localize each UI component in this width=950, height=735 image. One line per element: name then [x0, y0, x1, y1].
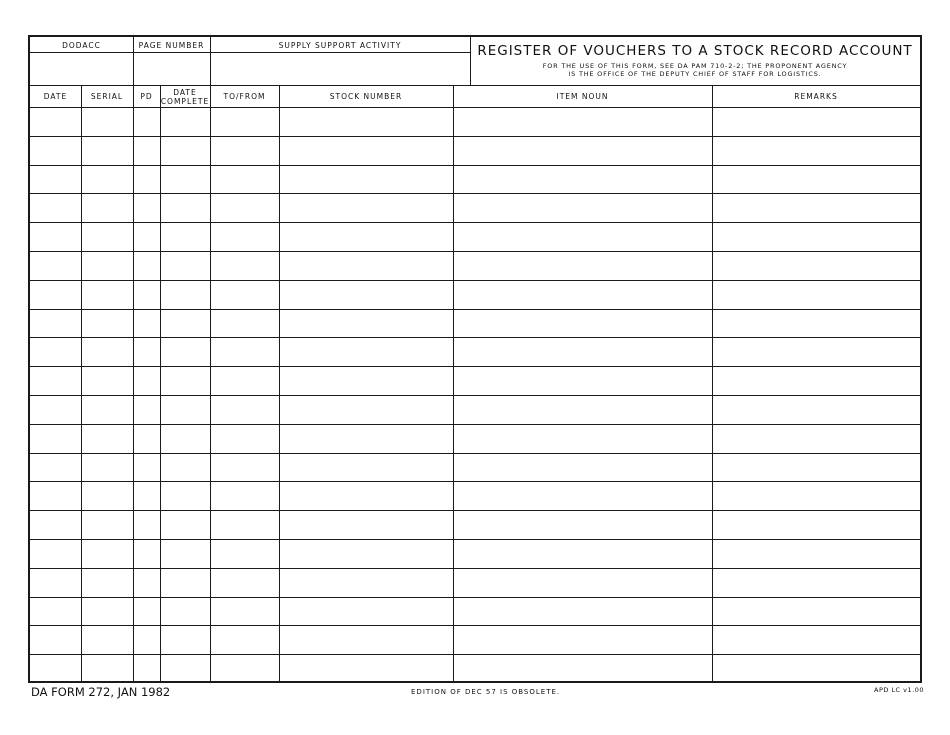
- item-noun-cell[interactable]: [453, 654, 712, 682]
- item-noun-cell[interactable]: [453, 597, 712, 625]
- pd-cell[interactable]: [133, 107, 160, 135]
- date-complete-cell[interactable]: [160, 366, 210, 394]
- remarks-cell[interactable]: [712, 337, 920, 365]
- remarks-cell[interactable]: [712, 654, 920, 682]
- serial-cell[interactable]: [81, 107, 133, 135]
- stock-number-cell[interactable]: [279, 625, 453, 653]
- item-noun-cell[interactable]: [453, 625, 712, 653]
- date-complete-cell[interactable]: [160, 597, 210, 625]
- date-cell[interactable]: [30, 107, 81, 135]
- pd-cell[interactable]: [133, 280, 160, 308]
- item-noun-cell[interactable]: [453, 337, 712, 365]
- serial-cell[interactable]: [81, 510, 133, 538]
- remarks-cell[interactable]: [712, 539, 920, 567]
- to-from-cell[interactable]: [210, 654, 279, 682]
- date-cell[interactable]: [30, 165, 81, 193]
- remarks-cell[interactable]: [712, 193, 920, 221]
- pd-cell[interactable]: [133, 136, 160, 164]
- item-noun-cell[interactable]: [453, 539, 712, 567]
- date-complete-cell[interactable]: [160, 251, 210, 279]
- serial-cell[interactable]: [81, 597, 133, 625]
- stock-number-cell[interactable]: [279, 395, 453, 423]
- to-from-cell[interactable]: [210, 280, 279, 308]
- item-noun-cell[interactable]: [453, 222, 712, 250]
- pd-cell[interactable]: [133, 568, 160, 596]
- pd-cell[interactable]: [133, 625, 160, 653]
- remarks-cell[interactable]: [712, 510, 920, 538]
- table-row: [30, 510, 920, 538]
- date-complete-cell[interactable]: [160, 337, 210, 365]
- pd-cell[interactable]: [133, 510, 160, 538]
- item-noun-cell[interactable]: [453, 395, 712, 423]
- stock-number-cell[interactable]: [279, 366, 453, 394]
- date-cell[interactable]: [30, 453, 81, 481]
- item-noun-cell[interactable]: [453, 510, 712, 538]
- serial-cell[interactable]: [81, 481, 133, 509]
- stock-number-cell[interactable]: [279, 165, 453, 193]
- remarks-cell[interactable]: [712, 395, 920, 423]
- serial-cell[interactable]: [81, 193, 133, 221]
- pd-cell[interactable]: [133, 165, 160, 193]
- column-header-item-noun: ITEM NOUN: [556, 92, 609, 101]
- item-noun-cell[interactable]: [453, 568, 712, 596]
- remarks-cell[interactable]: [712, 251, 920, 279]
- pd-cell[interactable]: [133, 654, 160, 682]
- serial-cell[interactable]: [81, 309, 133, 337]
- date-cell[interactable]: [30, 136, 81, 164]
- remarks-cell[interactable]: [712, 366, 920, 394]
- stock-number-cell[interactable]: [279, 453, 453, 481]
- pd-cell[interactable]: [133, 337, 160, 365]
- remarks-cell[interactable]: [712, 424, 920, 452]
- table-row: [30, 654, 920, 682]
- date-cell[interactable]: [30, 539, 81, 567]
- form-subtitle-line2: IS THE OFFICE OF THE DEPUTY CHIEF OF STAFF FOR LOGISTICS.: [568, 70, 822, 78]
- column-header-stock-number: STOCK NUMBER: [329, 92, 403, 101]
- stock-number-cell[interactable]: [279, 481, 453, 509]
- table-row: [30, 625, 920, 653]
- to-from-cell[interactable]: [210, 424, 279, 452]
- remarks-cell[interactable]: [712, 625, 920, 653]
- pd-cell[interactable]: [133, 424, 160, 452]
- date-cell[interactable]: [30, 625, 81, 653]
- serial-cell[interactable]: [81, 654, 133, 682]
- serial-cell[interactable]: [81, 280, 133, 308]
- serial-cell[interactable]: [81, 337, 133, 365]
- date-complete-cell[interactable]: [160, 568, 210, 596]
- remarks-cell[interactable]: [712, 136, 920, 164]
- pd-cell[interactable]: [133, 366, 160, 394]
- stock-number-cell[interactable]: [279, 337, 453, 365]
- table-row: [30, 568, 920, 596]
- stock-number-cell[interactable]: [279, 597, 453, 625]
- item-noun-cell[interactable]: [453, 251, 712, 279]
- page-number-field[interactable]: [133, 52, 210, 85]
- serial-cell[interactable]: [81, 395, 133, 423]
- item-noun-cell[interactable]: [453, 366, 712, 394]
- header-vline-1: [133, 37, 134, 85]
- supply-support-activity-field[interactable]: [210, 52, 470, 85]
- serial-cell[interactable]: [81, 136, 133, 164]
- date-cell[interactable]: [30, 193, 81, 221]
- item-noun-cell[interactable]: [453, 193, 712, 221]
- column-header-to-from: TO/FROM: [223, 92, 266, 101]
- item-noun-cell[interactable]: [453, 136, 712, 164]
- to-from-cell[interactable]: [210, 251, 279, 279]
- remarks-cell[interactable]: [712, 481, 920, 509]
- date-complete-cell[interactable]: [160, 453, 210, 481]
- date-complete-cell[interactable]: [160, 424, 210, 452]
- form-number: DA FORM 272, JAN 1982: [31, 685, 171, 699]
- column-header-remarks: REMARKS: [794, 92, 838, 101]
- date-complete-cell[interactable]: [160, 654, 210, 682]
- remarks-cell[interactable]: [712, 107, 920, 135]
- table-row: [30, 597, 920, 625]
- date-cell[interactable]: [30, 366, 81, 394]
- to-from-cell[interactable]: [210, 395, 279, 423]
- item-noun-cell[interactable]: [453, 165, 712, 193]
- table-row: [30, 251, 920, 279]
- stock-number-cell[interactable]: [279, 251, 453, 279]
- table-row: [30, 309, 920, 337]
- item-noun-cell[interactable]: [453, 481, 712, 509]
- date-cell[interactable]: [30, 309, 81, 337]
- date-complete-cell[interactable]: [160, 309, 210, 337]
- date-complete-cell[interactable]: [160, 510, 210, 538]
- stock-number-cell[interactable]: [279, 136, 453, 164]
- stock-number-cell[interactable]: [279, 568, 453, 596]
- stock-number-cell[interactable]: [279, 107, 453, 135]
- header-divider-top: [30, 52, 470, 53]
- table-row: [30, 222, 920, 250]
- column-header-date-complete: DATE COMPLETE: [160, 87, 210, 106]
- date-cell[interactable]: [30, 568, 81, 596]
- to-from-cell[interactable]: [210, 222, 279, 250]
- to-from-cell[interactable]: [210, 539, 279, 567]
- dodacc-field[interactable]: [30, 52, 133, 85]
- column-header-pd: PD: [140, 92, 153, 101]
- pd-cell[interactable]: [133, 309, 160, 337]
- table-row: [30, 481, 920, 509]
- pd-cell[interactable]: [133, 222, 160, 250]
- date-cell[interactable]: [30, 395, 81, 423]
- serial-cell[interactable]: [81, 424, 133, 452]
- dodacc-label: DODACC: [62, 41, 101, 50]
- to-from-cell[interactable]: [210, 337, 279, 365]
- date-complete-cell[interactable]: [160, 395, 210, 423]
- stock-number-cell[interactable]: [279, 222, 453, 250]
- stock-number-cell[interactable]: [279, 424, 453, 452]
- stock-number-cell[interactable]: [279, 193, 453, 221]
- remarks-cell[interactable]: [712, 309, 920, 337]
- pd-cell[interactable]: [133, 453, 160, 481]
- remarks-cell[interactable]: [712, 597, 920, 625]
- date-complete-cell[interactable]: [160, 625, 210, 653]
- item-noun-cell[interactable]: [453, 280, 712, 308]
- table-row: [30, 424, 920, 452]
- pd-cell[interactable]: [133, 597, 160, 625]
- serial-cell[interactable]: [81, 222, 133, 250]
- item-noun-cell[interactable]: [453, 107, 712, 135]
- edition-note: EDITION OF DEC 57 IS OBSOLETE.: [411, 688, 561, 696]
- column-header-serial: SERIAL: [90, 92, 124, 101]
- pd-cell[interactable]: [133, 395, 160, 423]
- item-noun-cell[interactable]: [453, 309, 712, 337]
- item-noun-cell[interactable]: [453, 424, 712, 452]
- table-row: [30, 165, 920, 193]
- serial-cell[interactable]: [81, 251, 133, 279]
- date-complete-cell[interactable]: [160, 280, 210, 308]
- date-complete-cell[interactable]: [160, 165, 210, 193]
- date-cell[interactable]: [30, 597, 81, 625]
- date-complete-cell[interactable]: [160, 481, 210, 509]
- table-row: [30, 136, 920, 164]
- remarks-cell[interactable]: [712, 280, 920, 308]
- remarks-cell[interactable]: [712, 222, 920, 250]
- serial-cell[interactable]: [81, 165, 133, 193]
- stock-number-cell[interactable]: [279, 510, 453, 538]
- table-row: [30, 337, 920, 365]
- date-complete-cell[interactable]: [160, 222, 210, 250]
- date-cell[interactable]: [30, 280, 81, 308]
- header-vline-2: [210, 37, 211, 85]
- date-cell[interactable]: [30, 654, 81, 682]
- remarks-cell[interactable]: [712, 568, 920, 596]
- remarks-cell[interactable]: [712, 453, 920, 481]
- to-from-cell[interactable]: [210, 625, 279, 653]
- to-from-cell[interactable]: [210, 107, 279, 135]
- column-header-date: DATE: [43, 92, 68, 101]
- table-row: [30, 366, 920, 394]
- table-row: [30, 193, 920, 221]
- stock-number-cell[interactable]: [279, 309, 453, 337]
- date-cell[interactable]: [30, 251, 81, 279]
- pd-cell[interactable]: [133, 193, 160, 221]
- date-complete-cell[interactable]: [160, 107, 210, 135]
- to-from-cell[interactable]: [210, 165, 279, 193]
- to-from-cell[interactable]: [210, 309, 279, 337]
- page-number-label: PAGE NUMBER: [138, 41, 205, 50]
- date-complete-cell[interactable]: [160, 136, 210, 164]
- to-from-cell[interactable]: [210, 136, 279, 164]
- table-row: [30, 395, 920, 423]
- serial-cell[interactable]: [81, 539, 133, 567]
- serial-cell[interactable]: [81, 366, 133, 394]
- serial-cell[interactable]: [81, 568, 133, 596]
- table-row: [30, 539, 920, 567]
- serial-cell[interactable]: [81, 625, 133, 653]
- pd-cell[interactable]: [133, 481, 160, 509]
- form-subtitle-line1: FOR THE USE OF THIS FORM, SEE DA PAM 710-2-2; THE PROPONENT AGENCY: [542, 62, 848, 70]
- voucher-register-form: [28, 35, 922, 683]
- pd-cell[interactable]: [133, 251, 160, 279]
- stock-number-cell[interactable]: [279, 654, 453, 682]
- stock-number-cell[interactable]: [279, 539, 453, 567]
- version-label: APD LC v1.00: [874, 686, 924, 694]
- to-from-cell[interactable]: [210, 193, 279, 221]
- to-from-cell[interactable]: [210, 481, 279, 509]
- header-vline-3: [470, 37, 471, 85]
- supply-support-activity-label: SUPPLY SUPPORT ACTIVITY: [278, 41, 402, 50]
- date-cell[interactable]: [30, 337, 81, 365]
- pd-cell[interactable]: [133, 539, 160, 567]
- table-row: [30, 107, 920, 135]
- date-complete-cell[interactable]: [160, 193, 210, 221]
- to-from-cell[interactable]: [210, 510, 279, 538]
- form-title: REGISTER OF VOUCHERS TO A STOCK RECORD ACCOUNT: [477, 43, 913, 59]
- table-row: [30, 280, 920, 308]
- remarks-cell[interactable]: [712, 165, 920, 193]
- serial-cell[interactable]: [81, 453, 133, 481]
- date-cell[interactable]: [30, 424, 81, 452]
- to-from-cell[interactable]: [210, 453, 279, 481]
- item-noun-cell[interactable]: [453, 453, 712, 481]
- date-cell[interactable]: [30, 481, 81, 509]
- stock-number-cell[interactable]: [279, 280, 453, 308]
- date-cell[interactable]: [30, 510, 81, 538]
- date-complete-cell[interactable]: [160, 539, 210, 567]
- date-cell[interactable]: [30, 222, 81, 250]
- to-from-cell[interactable]: [210, 568, 279, 596]
- table-row: [30, 453, 920, 481]
- to-from-cell[interactable]: [210, 366, 279, 394]
- to-from-cell[interactable]: [210, 597, 279, 625]
